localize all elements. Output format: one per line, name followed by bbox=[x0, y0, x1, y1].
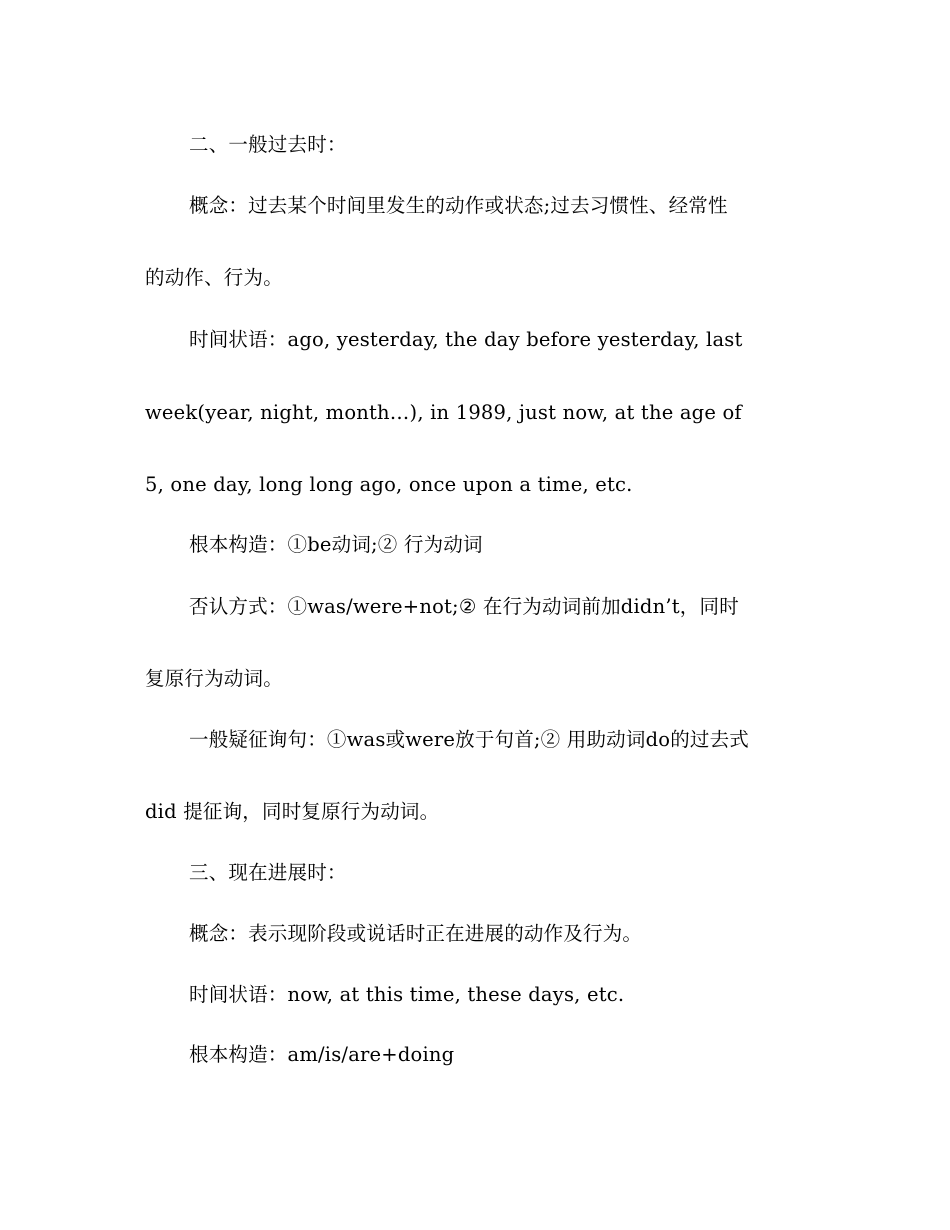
paragraph-line: did 提征询，同时复原行为动词。 bbox=[145, 800, 440, 823]
paragraph-line: week(year, night, month…), in 1989, just now, at the age of bbox=[145, 401, 742, 424]
section-heading-present-continuous: 三、现在进展时： bbox=[189, 861, 347, 884]
paragraph-line: 根本构造：am/is/are+doing bbox=[189, 1043, 455, 1066]
paragraph-line: 一般疑征询句：①was或were放于句首;② 用助动词do的过去式 bbox=[189, 728, 750, 751]
paragraph-line: 概念：表示现阶段或说话时正在进展的动作及行为。 bbox=[189, 922, 643, 945]
paragraph-line: 时间状语：ago, yesterday, the day before yesterday, last bbox=[189, 328, 743, 351]
paragraph-line: 5, one day, long long ago, once upon a time, etc. bbox=[145, 473, 633, 496]
paragraph-line: 复原行为动词。 bbox=[145, 667, 283, 690]
paragraph-line: 的动作、行为。 bbox=[145, 266, 283, 289]
paragraph-line: 根本构造：①be动词;② 行为动词 bbox=[189, 533, 483, 556]
paragraph-line: 概念：过去某个时间里发生的动作或状态;过去习惯性、经常性 bbox=[189, 194, 728, 217]
paragraph-line: 时间状语：now, at this time, these days, etc. bbox=[189, 983, 625, 1006]
paragraph-line: 否认方式：①was/were+not;② 在行为动词前加didn’t，同时 bbox=[189, 595, 739, 618]
section-heading-simple-past: 二、一般过去时： bbox=[189, 133, 347, 156]
